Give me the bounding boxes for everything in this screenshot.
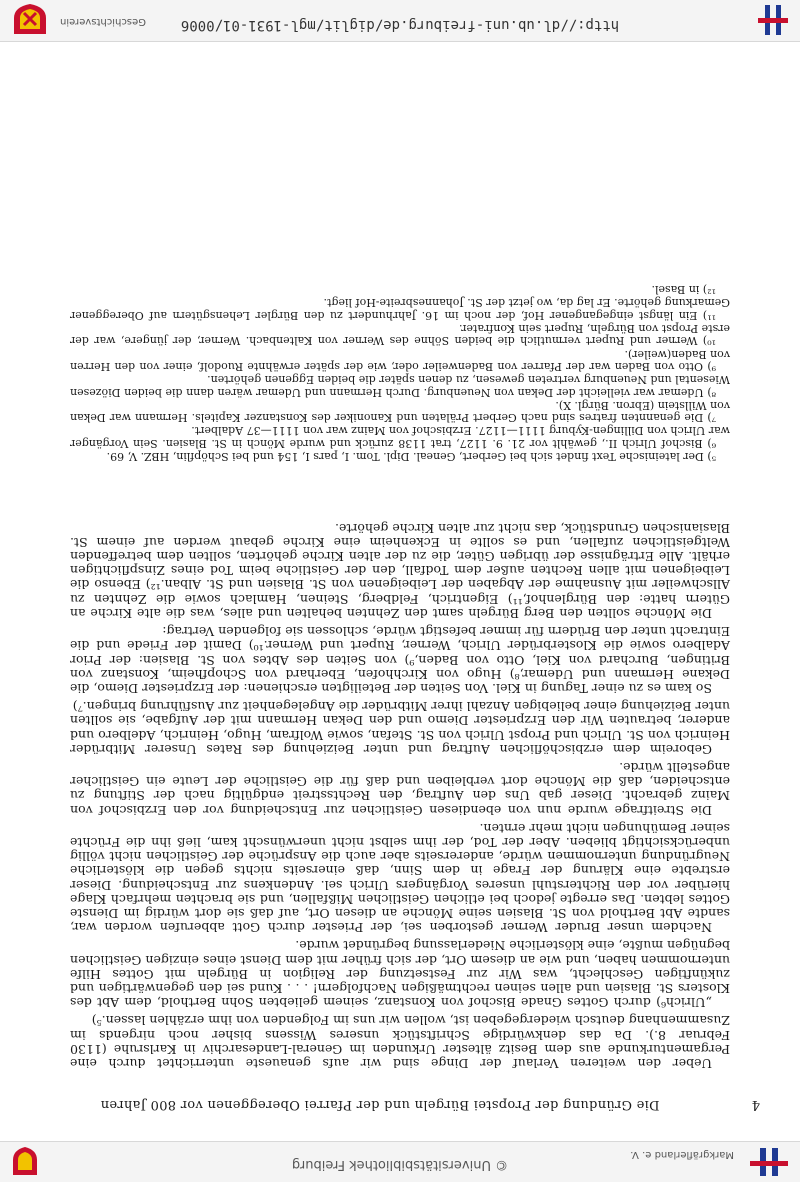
footnote: ⁵) Der lateinische Text findet sich bei Gerbert, Geneal. Dipl. Tom. I, pars I, 154 und bei Schöpflin, HBZ. V, 69. <box>106 450 716 463</box>
footnote: ¹¹) Ein längst eingegangener Hof, der noch im 16. Jahrhundert zu den Bürgler Lehensgütern auf Obereggener Gemarkung gehörte. Er lag da, wo jetzt der St. Johannesbreite-Hof liegt. <box>70 296 730 322</box>
paragraph: Ueber den weiteren Verlauf der Dinge sind wir aufs genaueste unterrichtet durch eine Pergamenturkunde aus dem Besitz ältester Urkunden im General-Landesarchiv in Karlsruhe (1130 Februar 8.). Da das denkwürdige Schriftstück unseres Wissens bisher noch nirgends im Zusammenhang deutsch wiedergegeben ist, wollen wir uns im Folgenden von ihm erzählen lassen.⁵) <box>70 1013 730 1071</box>
top-banner <box>0 1141 800 1182</box>
paragraph: Geboreim dem erzbischöflichen Auftrag und unter Beiziehung des Rates Unserer Mitbrüder Heinrich von St. Ulrich und Propst Ulrich von St. Stefan, sowie Wolfram, Hugo, Heinrich, Adelbero und anderer, betrauten Wir den Erzpriester Diemo und den Dekan Hermann mit der Aufgabe, sie sollten unter Beiziehung einer beliebigen Anzahl ihrer Mitbrüder die Angelegenheit zur Ausführung bringen.⁷) <box>70 699 730 757</box>
paragraph: Die Mönche sollten den Berg Bürgeln samt den Zehnten behalten und alles, was die alte Kirche an Gütern hatte: den Bürglenhof,¹¹) Eigentrich, Feldberg, Steinen, Hamlach sowie die Zehnten zu Allschweiler mit Ausnahme der Abgaben der Leibeigenen von St. Blasien und St. Alban.¹²) Ebenso die Leibeigenen mit allen Rechten außer dem Todfall, den der Geistliche beim Tod eines Zinspflichtigen erhält. Alle Erträgnisse der übrigen Güter, die zu der alten Kirche gehörten, sollten dem betreffenden Weltgeistlichen zufallen, und es sollte in Eckenheim eine Kirche gebaut werden auf einem St. Blasianischen Grundstück, das nicht zur alten Kirche gehörte. <box>70 520 730 621</box>
running-head: Die Gründung der Propstei Bürgeln und der Pfarrei Obereggenen vor 800 Jahren <box>100 1097 660 1112</box>
footnote: ⁷) Die genannten fratres sind nach Gerbert Prälaten und Kanoniker des Konstanzer Kapitels. Hermann war Dekan von Willstein (Ebron. Bürgl. X). <box>70 398 730 425</box>
footer-partner: Geschichtsverein <box>60 16 146 27</box>
footnote: ¹²) in Basel. <box>651 283 716 297</box>
main-text <box>70 516 730 1070</box>
banner-provider: © Universitätsbibliothek Freiburg <box>291 1157 509 1172</box>
footnote: ⁹) Otto von Baden war der Pfarrer von Badenweiler oder, wie der später erwähnte Ruodolf, einer von den Herren von Baden(weiler). <box>70 347 730 373</box>
permalink-link[interactable]: http://dl.ub.uni-freiburg.de/diglit/mgl-1931-01/0006 <box>180 17 620 33</box>
partner-crest-icon <box>10 3 50 37</box>
partner-crest-icon <box>10 1146 40 1178</box>
banner-partner: Markgräflerland e. V. <box>630 1149 734 1160</box>
footnote: ⁸) Udemar war vielleicht der Dekan von Neuenburg. Durch Hermann und Udemar wären dann die beiden Diözesen Wiesental und Neuenburg vertreten gewesen, zu denen später die beiden Eggenen gehörten. <box>70 373 730 399</box>
bottom-banner <box>0 0 800 42</box>
paragraph: „Ulrich⁶) durch Gottes Gnade Bischof von Konstanz, seinem geliebten Sohn Berthold, dem Abt des Klosters St. Blasien und allen seinen rechtmäßigen Nachfolgern! . . . Kund sei den gegenwärtigen und zukünftigen Geschlecht, was Wir zur Festsetzung der Religion in Bürgeln mit Gottes Hilfe unternommen haben, und wie an diesem Ort, der sich früher mit dem Dienst eines einzigen Geistlichen begnügen mußte, eine klösterliche Niederlassung begründet wurde. <box>70 938 730 1011</box>
paragraph: Die Streitfrage wurde nun von ebendiesen Geistlichen zur Entscheidung vor den Erzbischof von Mainz gebracht. Dieser gab Uns den Auftrag, den Rechtsstreit endgültig nach der Stiftung zu entscheiden, daß die Mönche dort verbleiben und daß für die Geistliche der Leute ein Geistlicher angestellt würde. <box>70 759 730 818</box>
paragraph: Nachdem unser Bruder Werner gestorben sei, der Priester durch Gott abberufen worden war, sandte Abt Berthold von St. Blasien seine Mönche an diesen Ort, auf daß sie dort würdig im Dienste Gottes lebten. Das erregte jedoch bei etlichen Geistlichen Mißfallen, und sie brachten mehrfach Klage hierüber vor den Richterstuhl unseres Vorgängers Ulrich sel. Andenkens zur Entscheidung. Dieser erstrebte eine Klärung der Frage in dem Sinn, daß einerseits nichts gegen die klösterliche Neugründung unternommen würde, andererseits aber auch die Ansprüche der Geistlichen nicht völlig unberücksichtigt blieben. Aber der Tod, der ihm selbst nicht unerwünscht kam, ließ ihn die Früchte seiner Bemühungen nicht mehr ernten. <box>70 820 730 936</box>
footnotes <box>70 282 730 462</box>
folio-number: 4 <box>751 1097 760 1112</box>
footnote: ⁶) Bischof Ulrich II., gewählt vor 21. 9. 1127, trat 1138 zurück und wurde Mönch in St. Blasien. Sein Vorgänger war Ulrich von Dillingen-Kyburg 1111—1127. Erzbischof von Mainz war von 1111—37 Adalbert. <box>70 424 730 450</box>
footnote: ¹⁰) Werner und Rupert vermutlich die beiden Söhne des Werner von Kaltenbach. Werner, der jüngere, war der erste Propst von Bürgeln, Rupert sein Konfrater. <box>70 322 730 348</box>
paragraph: So kam es zu einer Tagung in Kiel. Von Seiten der Beteiligten erschienen: der Erzpriester Diemo, die Dekane Hermann und Udemar,⁸) Hugo von Kirchhofen, Eberhard von Schopfheim, Konstanz von Britingen, Burchard von Kiel, Otto von Baden,⁹) von Seiten des Abtes von St. Blasien: der Prior Adalbero sowie die Klosterbrüder Ulrich, Werner, Rupert und Werner.¹⁰) Damit der Friede und die Eintracht unter den Brüdern für immer befestigt würde, schlossen sie folgenden Vertrag: <box>70 624 730 696</box>
